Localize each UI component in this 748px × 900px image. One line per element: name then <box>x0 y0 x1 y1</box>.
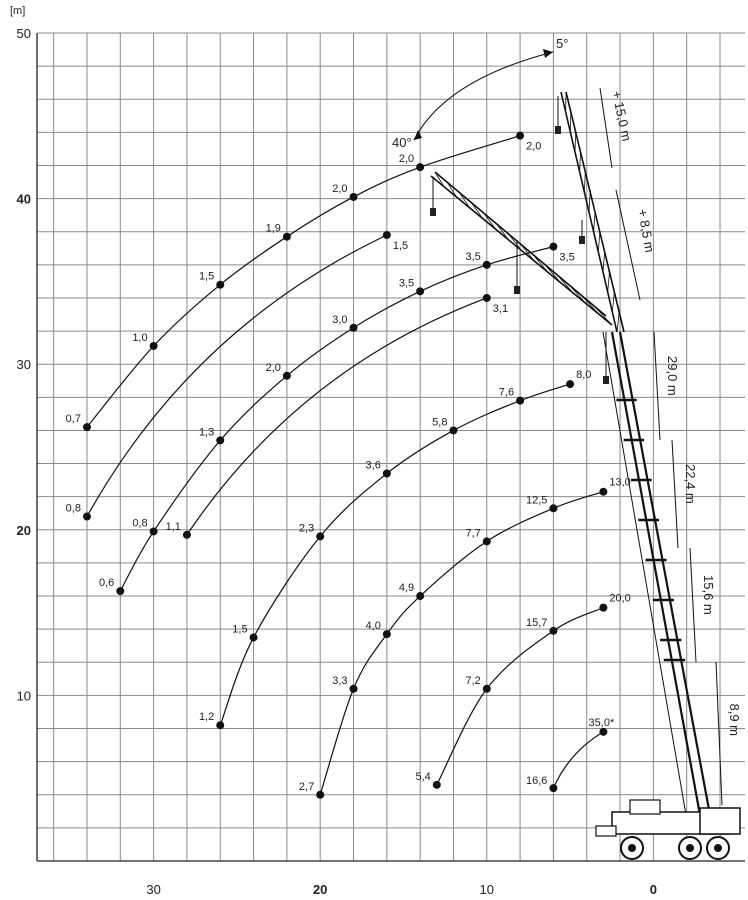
data-point <box>449 426 457 434</box>
data-point <box>566 380 574 388</box>
data-label: 8,0 <box>576 369 592 382</box>
data-point <box>549 504 557 512</box>
data-point <box>316 791 324 799</box>
boom-section-label: 15,6 m <box>701 575 716 615</box>
x-tick-label: 10 <box>479 882 495 897</box>
data-point <box>383 231 391 239</box>
boom-section-label: 22,4 m <box>683 464 698 504</box>
hook-block <box>430 208 436 216</box>
boom-chord <box>603 332 686 815</box>
data-label: 3,0 <box>332 313 348 326</box>
data-point <box>316 532 324 540</box>
data-label: 4,9 <box>398 582 415 595</box>
x-tick-label: 20 <box>312 882 328 897</box>
jib-lattice <box>603 252 605 272</box>
data-label: 35,0* <box>588 716 615 729</box>
data-point <box>350 324 358 332</box>
data-point <box>549 784 557 792</box>
data-label: 7,6 <box>498 386 515 399</box>
data-label: 1,3 <box>198 426 215 439</box>
data-point <box>383 469 391 477</box>
data-label: 1,9 <box>265 222 281 235</box>
dimension-line <box>690 548 696 662</box>
data-point <box>216 436 224 444</box>
data-label: 12,5 <box>526 494 548 507</box>
angle-arc <box>414 52 553 140</box>
data-point <box>416 163 424 171</box>
truck-hub <box>686 844 694 852</box>
data-point <box>383 630 391 638</box>
data-label: 20,0 <box>609 592 631 605</box>
data-label: 2,0 <box>398 153 415 166</box>
data-point <box>516 132 524 140</box>
data-label: 3,3 <box>332 674 348 687</box>
data-point <box>216 281 224 289</box>
data-label: 3,1 <box>492 302 509 315</box>
jib-lattice <box>575 132 576 152</box>
data-label: 13,0 <box>609 476 631 489</box>
data-point <box>433 781 441 789</box>
data-label: 2,3 <box>298 522 315 535</box>
data-label: 2,7 <box>298 780 315 793</box>
data-point <box>549 243 557 251</box>
data-label: 3,5 <box>398 277 415 290</box>
truck-cabin <box>630 800 660 814</box>
data-point <box>216 721 224 729</box>
data-point <box>416 592 424 600</box>
data-label: 1,5 <box>198 270 215 283</box>
data-point <box>599 488 607 496</box>
jib-lattice <box>608 272 610 292</box>
jib-lattice <box>533 254 548 271</box>
data-label: 3,5 <box>559 251 575 264</box>
data-point <box>483 294 491 302</box>
truck-hub <box>714 844 722 852</box>
jib-lattice <box>594 306 612 325</box>
jib-lattice <box>589 192 590 212</box>
data-point <box>483 685 491 693</box>
data-point <box>350 193 358 201</box>
jib-lattice <box>612 292 614 312</box>
data-label: 7,2 <box>465 674 481 687</box>
data-label: 0,6 <box>98 577 115 590</box>
data-label: 0,7 <box>65 413 81 426</box>
truck-outrigger <box>596 826 616 836</box>
data-point <box>83 513 91 521</box>
y-tick-label: 40 <box>16 191 31 207</box>
data-label: 4,0 <box>365 620 381 633</box>
data-label: 1,0 <box>132 331 148 344</box>
jib-lattice <box>580 152 581 172</box>
jib-lattice <box>545 265 560 283</box>
jib-lattice <box>594 212 595 232</box>
angle-high-label: 5° <box>556 36 569 51</box>
data-label: 1,5 <box>392 240 409 253</box>
data-point <box>116 587 124 595</box>
jib-section-label: + 15,0 m <box>609 89 635 143</box>
dimension-line <box>716 662 722 805</box>
jib-lattice <box>557 275 573 293</box>
load-curve-1 <box>553 732 603 788</box>
data-label: 0,8 <box>132 517 148 530</box>
y-tick-label: 10 <box>16 688 31 704</box>
dimension-line <box>600 88 612 168</box>
boom-section-label: 29,0 m <box>665 356 680 396</box>
truck-cab <box>700 808 740 834</box>
data-point <box>250 633 258 641</box>
jib-lattice <box>570 112 571 132</box>
jib-section-label: + 8,5 m <box>635 207 658 254</box>
boom-chord <box>620 332 710 815</box>
data-label: 15,7 <box>526 616 548 629</box>
data-label: 1,2 <box>198 711 215 724</box>
y-axis-label: [m] <box>10 5 26 17</box>
data-point <box>599 604 607 612</box>
hook-block <box>555 126 561 134</box>
angle-arrowhead <box>543 49 553 58</box>
boom-section-label: 8,9 m <box>727 703 742 737</box>
x-tick-label: 30 <box>146 882 161 897</box>
data-point <box>283 372 291 380</box>
data-point <box>483 537 491 545</box>
dimension-line <box>654 332 660 440</box>
data-label: 16,6 <box>526 775 548 788</box>
data-label: 2,0 <box>526 140 542 153</box>
jib-lattice <box>598 232 600 252</box>
data-point <box>150 342 158 350</box>
y-tick-label: 50 <box>16 26 31 41</box>
jib-lattice <box>617 312 619 332</box>
y-tick-label: 30 <box>16 357 31 373</box>
data-label: 2,0 <box>332 182 348 195</box>
data-point <box>516 397 524 405</box>
truck-hub <box>628 844 636 852</box>
data-label: 2,0 <box>265 361 281 374</box>
load-curve-4 <box>220 384 570 725</box>
jib-lattice <box>584 172 585 192</box>
data-label: 5,8 <box>432 416 448 429</box>
data-point <box>283 233 291 241</box>
data-point <box>350 685 358 693</box>
data-point <box>416 287 424 295</box>
load-curve-7 <box>87 235 387 517</box>
data-point <box>150 527 158 535</box>
grid <box>37 33 745 861</box>
angle-arrowhead <box>414 130 422 140</box>
data-label: 1,1 <box>165 520 181 533</box>
x-tick-label: 0 <box>649 882 657 897</box>
data-point <box>183 531 191 539</box>
data-label: 3,6 <box>365 459 381 472</box>
hook-block <box>514 286 520 294</box>
data-point <box>549 627 557 635</box>
angle-low-label: 40° <box>392 135 412 150</box>
data-label: 0,8 <box>65 502 81 515</box>
load-curve-3 <box>320 492 603 795</box>
data-label: 5,4 <box>415 770 431 783</box>
data-point <box>83 423 91 431</box>
y-tick-label: 20 <box>16 522 31 538</box>
data-label: 3,5 <box>465 250 481 263</box>
data-point <box>599 728 607 736</box>
data-label: 7,7 <box>465 527 481 540</box>
dimension-line <box>672 440 678 548</box>
jib-lattice <box>569 285 586 304</box>
data-label: 1,5 <box>232 623 248 636</box>
hook-block <box>579 236 585 244</box>
hook-block <box>603 376 609 384</box>
data-point <box>483 261 491 269</box>
